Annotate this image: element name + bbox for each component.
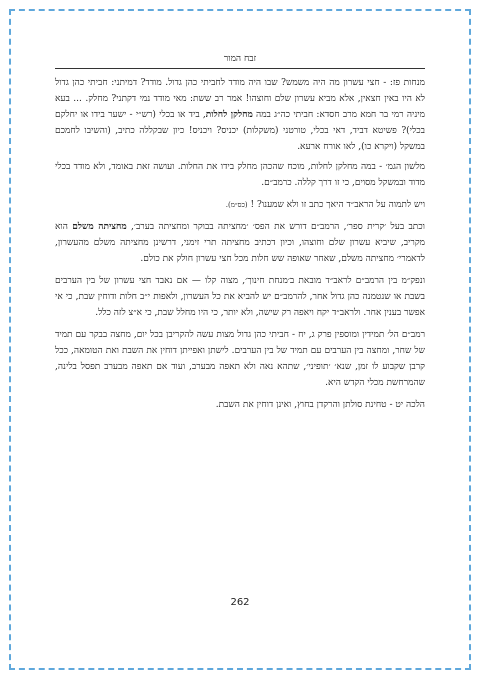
- paragraph-gemara-inference: [55, 159, 425, 191]
- paragraph-text: מנחות פז: - חצי עשרון מה היה משמש? שבו היה מודד לחביתי כהן גדול. מודד? דמיתני: חביתי כהן גדול לא היו באין חצאין, אלא מביא עשרון שלם וחוצהו! אמר רב ששת: מאי מודד נמי דקתני? מחלק. ... בעא מיניה רמי בר חמא מרב חסדא: חביתי כה״ג במה: [55, 78, 425, 120]
- paragraph-question-raavad: [55, 197, 425, 213]
- paragraph-text: הלכה יט - טחינת סולתן והרקדן בחוץ, ואינן דוחין את השבת.: [215, 400, 425, 410]
- paragraph-minchat-chinuch: [55, 273, 425, 321]
- body-text: [55, 75, 425, 419]
- bold-phrase: מחלקן לחלות: [205, 110, 253, 120]
- paragraph-text: וכתב בעל ׳קרית ספר׳, הרמב״ם דורש את הפס׳ ׳מחציתה בבוקר ומחציתה בערב׳,: [131, 222, 425, 232]
- paragraph-kiryat-sefer: [55, 219, 425, 267]
- source-citation: (כס״מ).: [225, 201, 248, 209]
- paragraph-rambam-halacha: [55, 327, 425, 391]
- paragraph-gemara-quote: [55, 75, 425, 155]
- paragraph-text: הוא מקריב, שיביא עשרון שלם וחוצהו, וכיון דכתיב מחציתה תרי זימני, דרשינן מחציתה משלם מהעשרון, לדאמרי׳ מחציתה משלם, שאחר שאופה שש חלות מכל חצי עשרון חולק את כולם.: [55, 222, 425, 264]
- paragraph-text: מלשון הגמ׳ - במה מחלקן לחלות, מוכח שהכהן מחלק בידו את החלות. ועושה זאת באומד, ולא מודד בכלי מדוד ובמשקל מסוים, כי זו דרך קללה. כרמב״ם.: [55, 162, 425, 188]
- paragraph-text: , ביד או בכלי (רש״י - ישער בידו או יחלקם בכלי)? פשיטא דביד, דאי בכלי, טורטני (משקלות) יכניס? ויכניס! כיון שבקללה כתיב, (והשיבו לחמכם במשקל (ויקרא כו), לאו אורח ארעא.: [55, 110, 425, 152]
- paragraph-text: ונפק״מ בין הרמב״ם לראב״ד מובאת ב׳מנחת חינוך׳, מצוה קלו — אם נאבד חצי עשרון של בין הערבים בשבת או שנטמנה כהן גדול אחר, להרמב״ם יש להביא את כל העשרון, ולאפות י״ב חלות ודוחין שבת, כי אי אפשר בענין אחר. ולראב״ד יקח ויאפה רק שישה, ולא יותר, כי היו מחלל שבת, כי א״צ לזה כלל.: [55, 276, 425, 318]
- paragraph-halacha-yud-tet: [55, 397, 425, 413]
- bold-phrase: מחציתה משלם: [72, 222, 127, 232]
- paragraph-text: ויש לתמוה על הראב״ד היאך כתב זו ולא שמענו? !: [250, 200, 425, 210]
- page-number: 262: [230, 597, 250, 608]
- header-rule: [55, 68, 425, 69]
- running-header: זבח המור: [223, 54, 257, 64]
- paragraph-text: רמב״ם הל׳ תמידין ומוספין פרק ג, יח - חביתי כהן גדול מצות עשה להקריבן בכל יום, מחצה בבקר עם תמיד של שחר, ומחצה בין הערבים עם תמיד של בין הערבים. לישתן ואפייתן דוחין את השבת ואת הטומאה, ככל קרבן שקבוע לו זמן, שנא׳ ׳תופיני׳, שתהא נאה ולא תאפה מבערב, ועוד אם תאפה מבערב תפסל בלינה, שהמרחשת מכלי הקדש היא.: [55, 330, 425, 388]
